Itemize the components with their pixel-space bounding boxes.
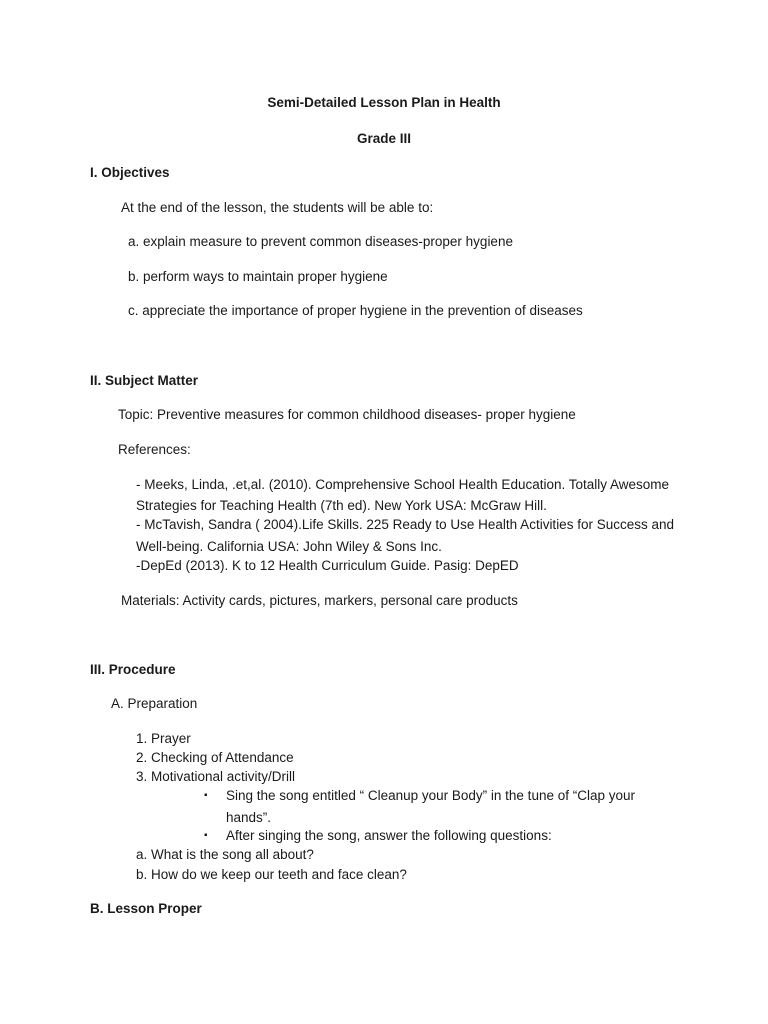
subject-matter-heading: II. Subject Matter — [90, 373, 199, 388]
reference-line: - Meeks, Linda, .et,al. (2010). Comprehensive School Health Education. Totally Awesome — [136, 477, 670, 492]
grade-label: Grade III — [356, 131, 412, 146]
procedure-step: 2. Checking of Attendance — [136, 750, 294, 765]
lesson-proper-heading: B. Lesson Proper — [90, 901, 202, 916]
objectives-intro: At the end of the lesson, the students will be able to: — [121, 200, 434, 215]
objective-item: b. perform ways to maintain proper hygiene — [128, 269, 388, 284]
reference-line: -DepEd (2013). K to 12 Health Curriculum Guide. Pasig: DepED — [136, 558, 519, 573]
objective-item: c. appreciate the importance of proper hygiene in the prevention of diseases — [128, 303, 583, 318]
bullet-text: Sing the song entitled “ Cleanup your Body” in the tune of “Clap your — [226, 788, 635, 803]
document-title: Semi-Detailed Lesson Plan in Health — [267, 95, 501, 110]
procedure-step: 3. Motivational activity/Drill — [136, 769, 296, 784]
bullet-text: After singing the song, answer the following questions: — [226, 828, 552, 843]
materials-line: Materials: Activity cards, pictures, markers, personal care products — [121, 593, 518, 608]
bullet-text-continuation: hands”. — [226, 810, 272, 825]
references-label: References: — [118, 442, 191, 457]
question-item: a. What is the song all about? — [136, 847, 314, 862]
topic-line: Topic: Preventive measures for common childhood diseases- proper hygiene — [118, 407, 576, 422]
reference-line: - McTavish, Sandra ( 2004).Life Skills. 225 Ready to Use Health Activities for Success and — [136, 517, 674, 532]
preparation-heading: A. Preparation — [111, 696, 198, 711]
procedure-heading: III. Procedure — [90, 662, 176, 677]
square-bullet-icon: ▪ — [204, 790, 208, 801]
square-bullet-icon: ▪ — [204, 830, 208, 841]
reference-line: Well-being. California USA: John Wiley & Sons Inc. — [136, 539, 442, 554]
objectives-heading: I. Objectives — [90, 165, 170, 180]
procedure-step: 1. Prayer — [136, 731, 191, 746]
reference-line: Strategies for Teaching Health (7th ed). New York USA: McGraw Hill. — [136, 498, 547, 513]
question-item: b. How do we keep our teeth and face clean? — [136, 867, 407, 882]
objective-item: a. explain measure to prevent common diseases-proper hygiene — [128, 234, 513, 249]
